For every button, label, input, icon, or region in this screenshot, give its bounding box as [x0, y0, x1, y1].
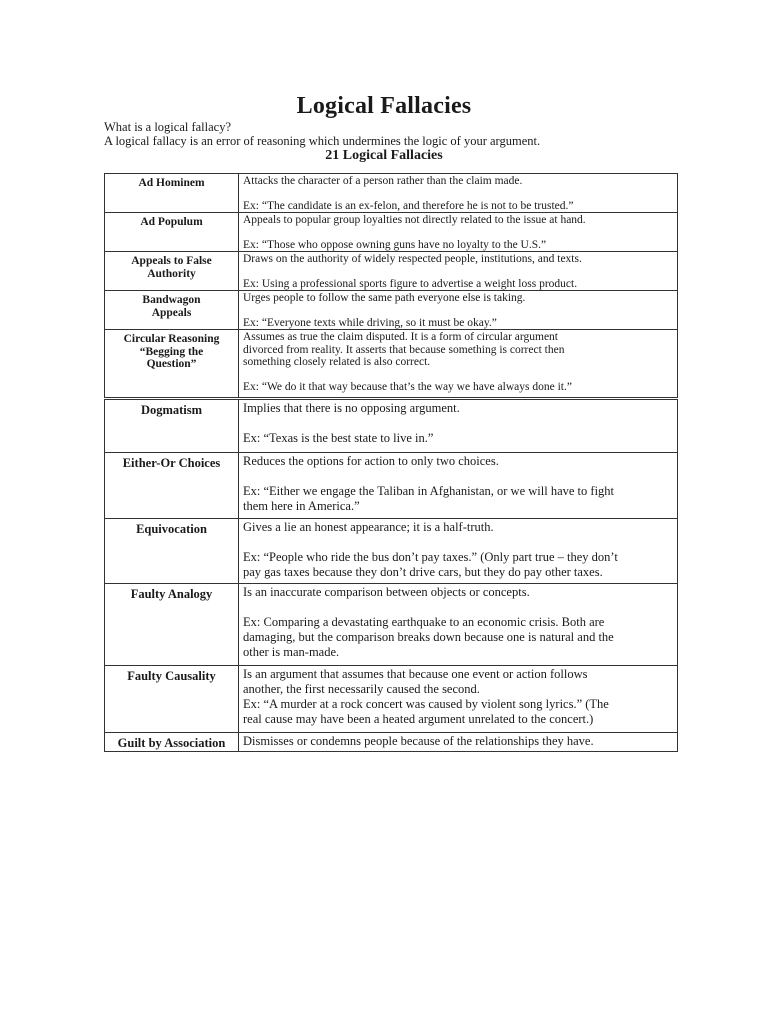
- fallacy-example: Ex: “A murder at a rock concert was caused by violent song lyrics.” (The real cause may have been a heated argument unrelated to the concert.): [243, 697, 609, 726]
- fallacy-example: Ex: “Either we engage the Taliban in Afghanistan, or we will have to fight them here in America.”: [243, 484, 615, 513]
- fallacy-description: Assumes as true the claim disputed. It is a form of circular argument divorced from reality. It asserts that because something is correct then something closely related is also correct. Ex: “We do it that way because that’s the way we have always done it.”: [239, 330, 678, 398]
- table-row: [105, 174, 678, 213]
- fallacy-name: Dogmatism: [105, 400, 239, 453]
- page-title: Logical Fallacies: [296, 93, 472, 119]
- fallacy-name: Either-Or Choices: [105, 453, 239, 519]
- fallacy-name: Circular Reasoning “Begging the Question”: [105, 330, 239, 398]
- fallacy-description: Dismisses or condemns people because of the relationships they have.: [239, 733, 678, 752]
- fallacy-example: Ex: “We do it that way because that’s the way we have always done it.”: [243, 380, 572, 393]
- fallacy-example: Ex: “The candidate is an ex-felon, and therefore he is not to be trusted.”: [243, 199, 574, 212]
- table-row: [105, 330, 678, 398]
- fallacy-name: Appeals to False Authority: [105, 252, 239, 291]
- fallacy-example: Ex: “Those who oppose owning guns have no loyalty to the U.S.”: [243, 238, 547, 251]
- fallacy-name: Ad Populum: [105, 213, 239, 252]
- table-row: [105, 453, 678, 519]
- fallacy-name: Ad Hominem: [105, 174, 239, 213]
- fallacy-name: Faulty Analogy: [105, 584, 239, 666]
- fallacy-table-part-1: [104, 173, 678, 398]
- question-text: What is a logical fallacy?: [104, 120, 232, 134]
- fallacy-example: Ex: “Texas is the best state to live in.”: [243, 431, 434, 445]
- table-subtitle: 21 Logical Fallacies: [325, 148, 443, 163]
- fallacy-description: Is an inaccurate comparison between objects or concepts. Ex: Comparing a devastating earthquake to an economic crisis. Both are damaging, but the comparison breaks down because one is natural and the other is man-made.: [239, 584, 678, 666]
- fallacy-example: Ex: Using a professional sports figure to advertise a weight loss product.: [243, 277, 578, 290]
- fallacy-description: Draws on the authority of widely respected people, institutions, and texts. Ex: Using a professional sports figure to advertise a weight loss product.: [239, 252, 678, 291]
- fallacy-description: Appeals to popular group loyalties not directly related to the issue at hand. Ex: “Those who oppose owning guns have no loyalty to the U.S.”: [239, 213, 678, 252]
- fallacy-description: Attacks the character of a person rather than the claim made. Ex: “The candidate is an ex-felon, and therefore he is not to be trusted.”: [239, 174, 678, 213]
- fallacy-description: Urges people to follow the same path everyone else is taking. Ex: “Everyone texts while driving, so it must be okay.”: [239, 291, 678, 330]
- table-row: [105, 733, 678, 752]
- table-row: [105, 666, 678, 733]
- table-row: [105, 400, 678, 453]
- fallacy-name: Equivocation: [105, 519, 239, 584]
- fallacy-name: Bandwagon Appeals: [105, 291, 239, 330]
- table-row: [105, 291, 678, 330]
- fallacy-name: Faulty Causality: [105, 666, 239, 733]
- fallacy-description: Gives a lie an honest appearance; it is a half-truth. Ex: “People who ride the bus don’t pay taxes.” (Only part true – they don’t pay gas taxes because they don’t drive cars, but they do pay other taxes.: [239, 519, 678, 584]
- fallacy-example: Ex: Comparing a devastating earthquake to an economic crisis. Both are damaging, but the comparison breaks down because one is natural and the other is man-made.: [243, 615, 614, 659]
- fallacy-table-part-2: [104, 399, 678, 752]
- fallacy-description: Reduces the options for action to only two choices. Ex: “Either we engage the Taliban in Afghanistan, or we will have to fight them here in America.”: [239, 453, 678, 519]
- table-row: [105, 252, 678, 291]
- fallacy-description: Implies that there is no opposing argument. Ex: “Texas is the best state to live in.”: [239, 400, 678, 453]
- fallacy-description: Is an argument that assumes that because one event or action follows another, the first necessarily caused the second. Ex: “A murder at a rock concert was caused by violent song lyrics.” (The real cause may have been a heated argument unrelated to the concert.): [239, 666, 678, 733]
- definition-text: A logical fallacy is an error of reasoning which undermines the logic of your argument.: [104, 134, 541, 148]
- fallacy-name: Guilt by Association: [105, 733, 239, 752]
- table-row: [105, 213, 678, 252]
- fallacy-example: Ex: “People who ride the bus don’t pay taxes.” (Only part true – they don’t pay gas taxes because they don’t drive cars, but they do pay other taxes.: [243, 550, 618, 579]
- table-row: [105, 519, 678, 584]
- fallacy-example: Ex: “Everyone texts while driving, so it must be okay.”: [243, 316, 497, 329]
- table-row: [105, 584, 678, 666]
